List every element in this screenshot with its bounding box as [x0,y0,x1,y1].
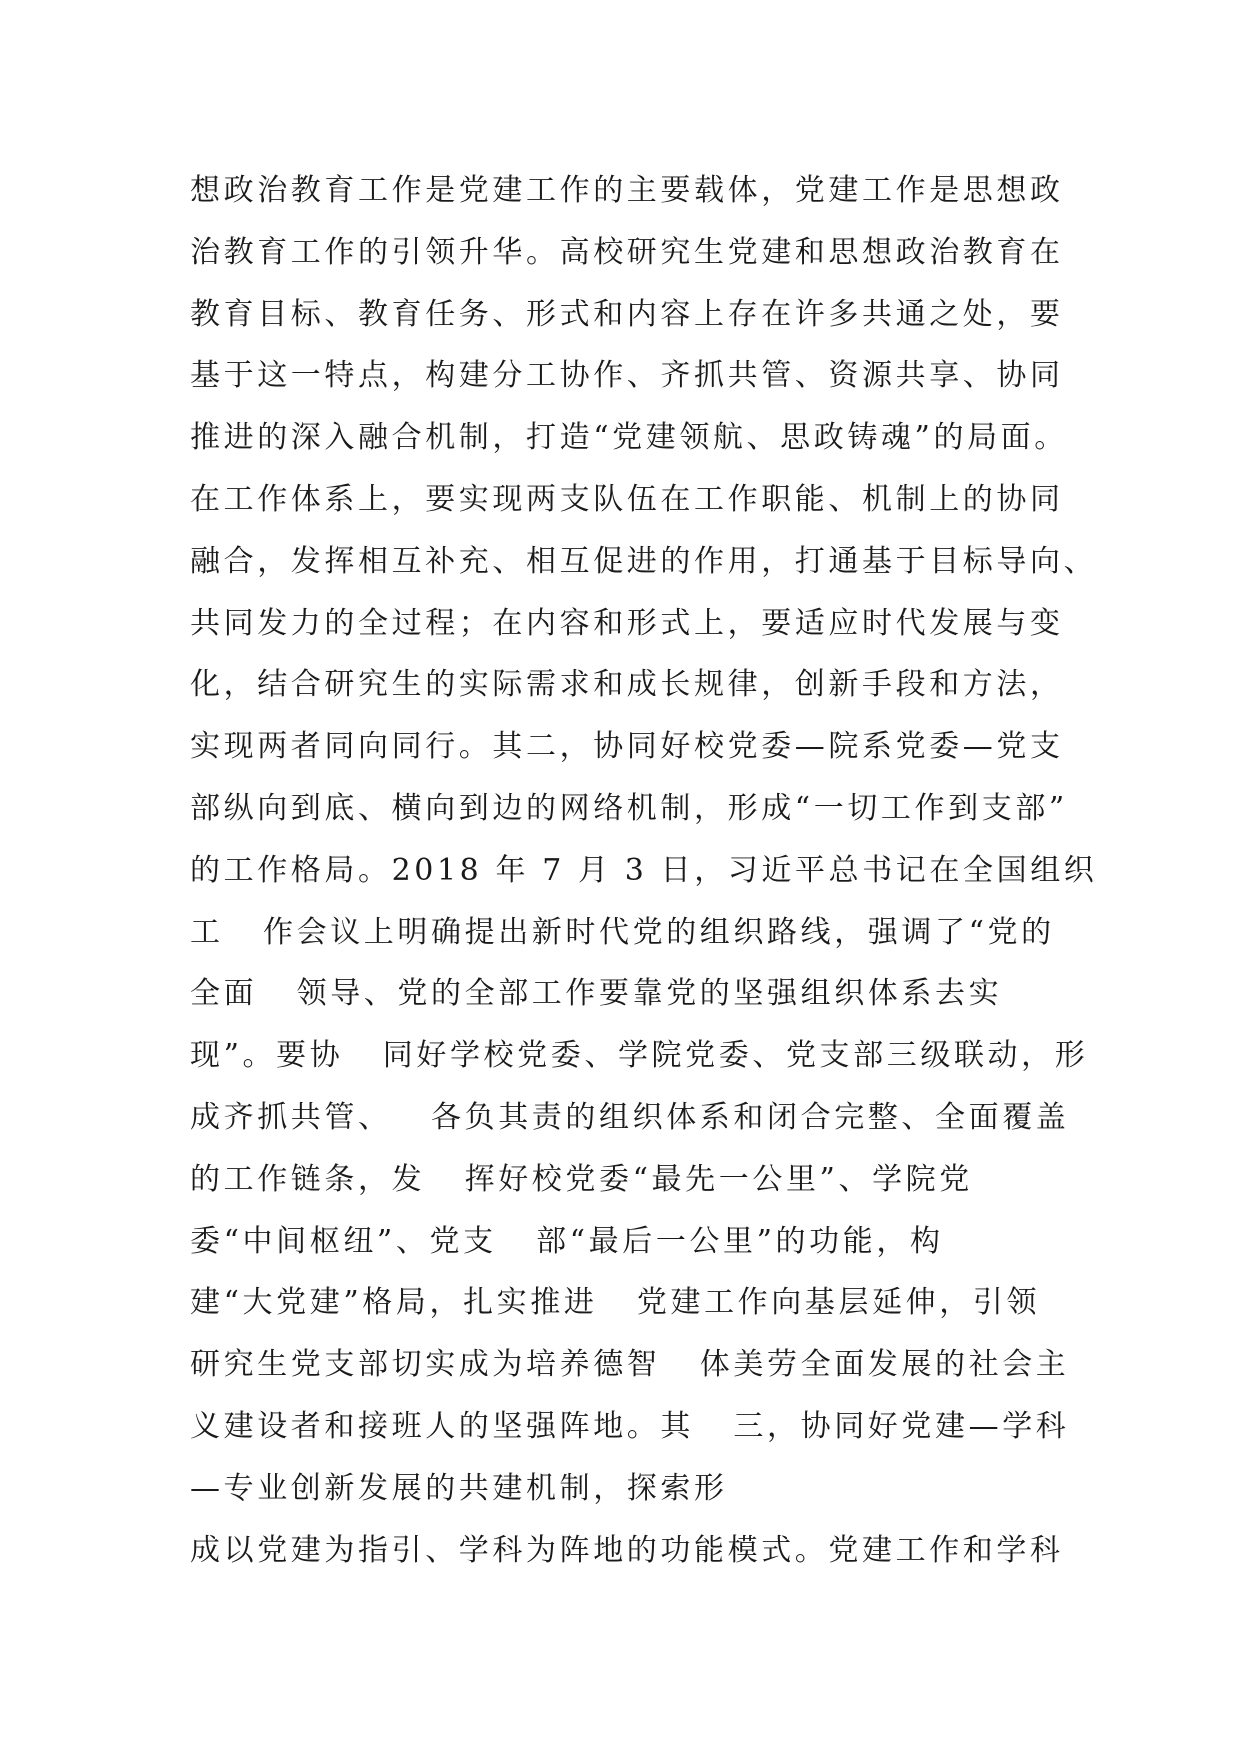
text-line: 共同发力的全过程；在内容和形式上，要适应时代发展与变 [190,605,1064,641]
text-line: 全面 领导、党的全部工作要靠党的坚强组织体系去实 [190,976,1003,1012]
text-line: —专业创新发展的共建机制，探索形 [190,1470,728,1506]
text-line: 化，结合研究生的实际需求和成长规律，创新手段和方法， [190,667,1064,703]
text-line: 委“中间枢纽”、党支 部“最后一公里”的功能，构 [190,1223,944,1259]
text-line: 成齐抓共管、 各负其责的组织体系和闭合完整、全面覆盖 [190,1099,1070,1135]
text-line: 基于这一特点，构建分工协作、齐抓共管、资源共享、协同 [190,358,1064,394]
text-line: 研究生党支部切实成为培养德智 体美劳全面发展的社会主 [190,1347,1070,1383]
text-line: 义建设者和接班人的坚强阵地。其 三，协同好党建—学科 [190,1408,1070,1444]
text-line: 融合，发挥相互补充、相互促进的作用，打通基于目标导向、 [190,543,1098,579]
text-line: 想政治教育工作是党建工作的主要载体，党建工作是思想政 [190,173,1064,208]
body-text [190,160,1098,1581]
text-line: 实现两者同向同行。其二，协同好校党委—院系党委—党支 [190,729,1064,765]
text-line: 成以党建为指引、学科为阵地的功能模式。党建工作和学科 [190,1532,1064,1568]
text-line: 在工作体系上，要实现两支队伍在工作职能、机制上的协同 [190,481,1064,517]
text-line: 推进的深入融合机制，打造“党建领航、思政铸魂”的局面。 [190,420,1068,456]
text-line: 治教育工作的引领升华。高校研究生党建和思想政治教育在 [190,234,1064,270]
text-line: 工 作会议上明确提出新时代党的组织路线，强调了“党的 [190,914,1055,950]
text-line: 现”。要协 同好学校党委、学院党委、党支部三级联动，形 [190,1038,1089,1074]
text-line: 建“大党建”格局，扎实推进 党建工作向基层延伸，引领 [190,1285,1041,1321]
text-line: 的工作格局。2018 年 7 月 3 日，习近平总书记在全国组织 [190,852,1098,888]
text-line: 教育目标、教育任务、形式和内容上存在许多共通之处，要 [190,296,1064,332]
text-line: 的工作链条，发 挥好校党委“最先一公里”、学院党 [190,1161,973,1197]
text-line: 部纵向到底、横向到边的网络机制，形成“一切工作到支部” [190,790,1068,826]
